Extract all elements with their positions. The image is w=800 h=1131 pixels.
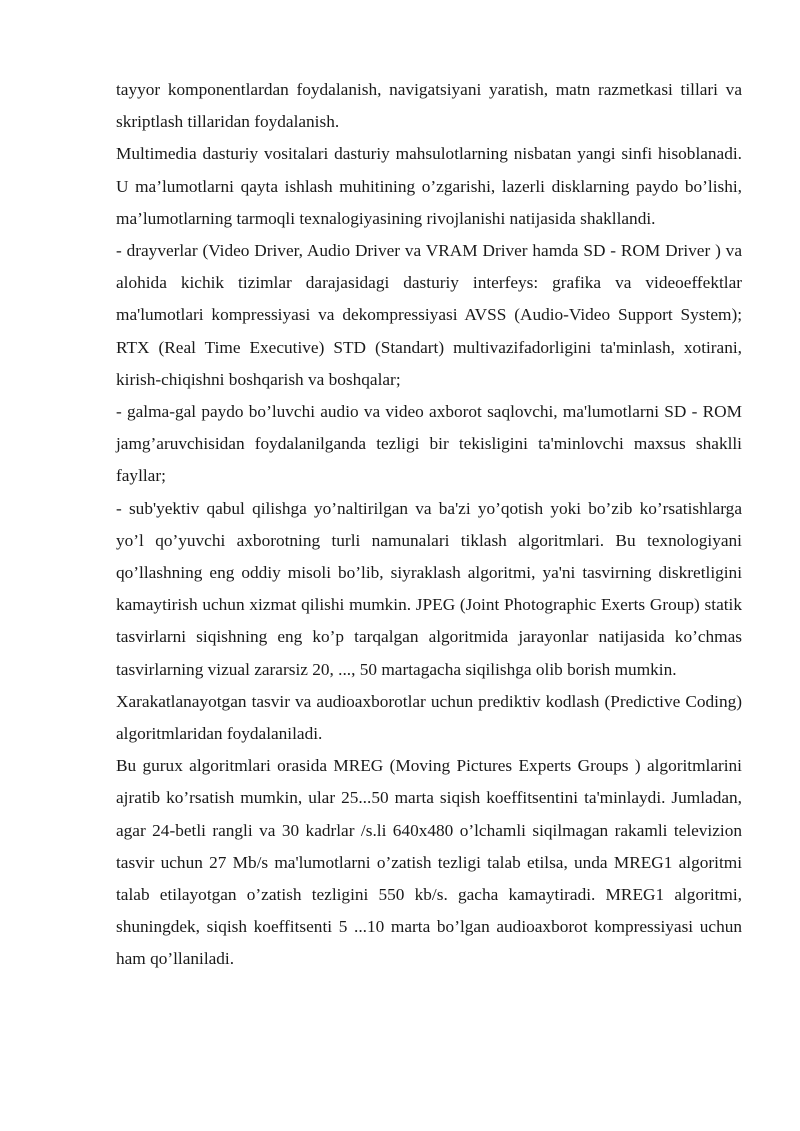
paragraph-special-files: - galma-gal paydo bo’luvchi audio va video axborot saqlovchi, ma'lumotlarni SD - ROM jamg’aruvchisidan foydalanilganda tezligi bir tekisligini ta'minlovchi maxsus shaklli fayllar;: [116, 402, 742, 486]
paragraph-predictive-coding: Xarakatlanayotgan tasvir va audioaxborotlar uchun prediktiv kodlash (Predictive Coding) algoritmlaridan foydalaniladi.: [116, 691, 742, 744]
paragraph-mreg: Bu gurux algoritmlari orasida MREG (Moving Pictures Experts Groups ) algoritmlarini ajratib ko’rsatish mumkin, ular 25...50 marta siqish koeffitsentini ta'minlaydi. Jumladan, agar 24-betli rangli va 30 kadrlar /s.li 640x480 o’lchamli siqilmagan rakamli televizion tasvir uchun 27 Mb/s ma'lumotlarni o’zatish tezligi talab etilsa, unda MREG1 algoritmi talab etilayotgan o’zatish tezligini 550 kb/s. gacha kamaytiradi. MREG1 algoritmi, shuningdek, siqish koeffitsenti 5 ...10 marta bo’lgan audioaxborot kompressiyasi uchun ham qo’llaniladi.: [116, 756, 742, 969]
paragraph-drivers: - drayverlar (Video Driver, Audio Driver va VRAM Driver hamda SD - ROM Driver ) va alohida kichik tizimlar darajasidagi dasturiy interfeys: grafika va videoeffektlar ma'lumotlari kompressiyasi va dekompressiyasi AVSS (Audio-Video Support System); RTX (Real Time Executive) STD (Standart) multivazifadorligini ta'minlash, xotirani, kirish-chiqishni boshqarish va boshqalar;: [116, 241, 742, 389]
paragraph-recovery-algorithms: - sub'yektiv qabul qilishga yo’naltirilgan va ba'zi yo’qotish yoki bo’zib ko’rsatishlarga yo’l qo’yuvchi axborotning turli namunalari tiklash algoritmlari. Bu texnologiyani qo’llashning eng oddiy misoli bo’lib, siyraklash algoritmi, ya'ni tasvirning diskretligini kamaytirish uchun xizmat qilishi mumkin. JPEG (Joint Photographic Exerts Group) statik tasvirlarni siqishning eng ko’p tarqalgan algoritmida jarayonlar natijasida ko’chmas tasvirlarning vizual zararsiz 20, ..., 50 martagacha siqilishga olib borish mumkin.: [116, 498, 742, 679]
paragraph-continuation: tayyor komponentlardan foydalanish, navigatsiyani yaratish, matn razmetkasi tillari va skriptlash tillaridan foydalanish.: [116, 80, 742, 132]
document-body: [116, 74, 742, 976]
paragraph-multimedia-intro: Multimedia dasturiy vositalari dasturiy mahsulotlarning nisbatan yangi sinfi hisoblanadi. U ma’lumotlarni qayta ishlash muhitining o’zgarishi, lazerli disklarning paydo bo’lishi, ma’lumotlarning tarmoqli texnalogiyasining rivojlanishi natijasida shakllandi.: [116, 144, 742, 228]
